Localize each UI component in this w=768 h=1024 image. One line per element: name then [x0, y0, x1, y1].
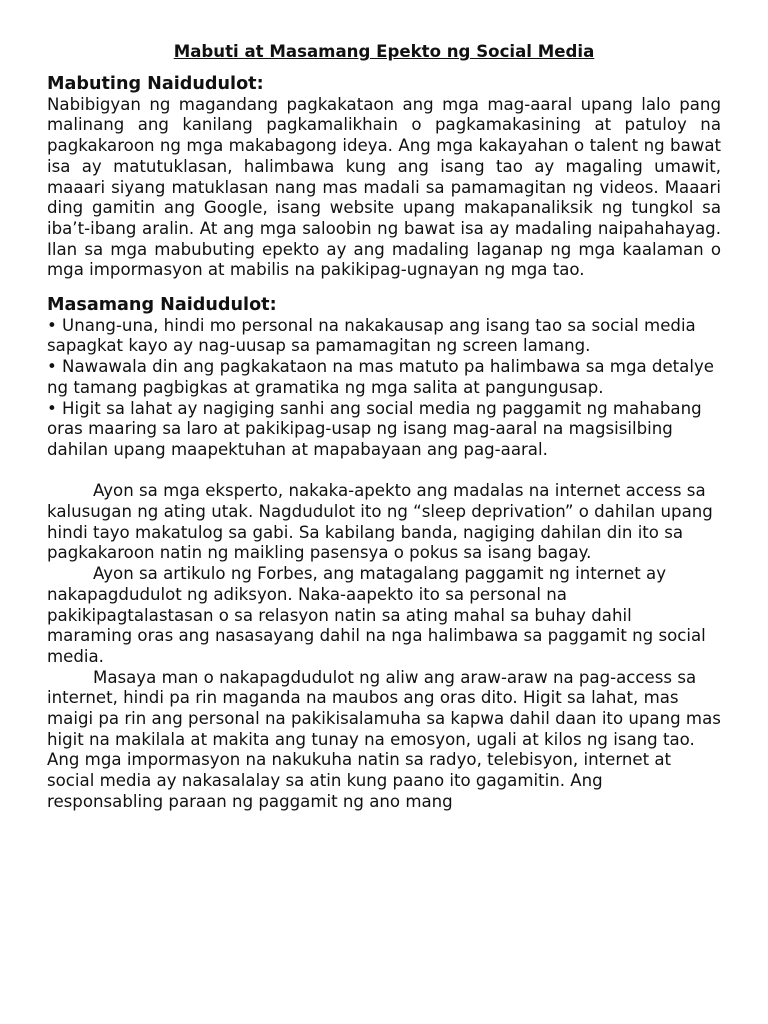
- bad-effects-heading: Masamang Naidudulot:: [47, 295, 277, 316]
- document-page: [47, 42, 721, 813]
- body-paragraph-experts: Ayon sa mga eksperto, nakaka-apekto ang madalas na internet access sa kalusugan ng ating utak. Nagdudulot ito ng “sleep deprivation” o dahilan upang hindi tayo makatulog sa gabi. Sa kabilang banda, nagiging dahilan din ito sa pagkakaroon natin ng maikling pasensya o pokus sa isang bagay.: [47, 481, 713, 563]
- closing-paragraph: Ang mga impormasyon na nakukuha natin sa radyo, telebisyon, internet at social media ay nakasalalay sa atin kung paano ito gagamitin. Ang responsabling paraan ng paggamit ng ano mang: [47, 750, 672, 811]
- document-title: Mabuti at Masamang Epekto ng Social Media: [173, 42, 595, 61]
- blank-line: [47, 461, 721, 482]
- body-paragraph-forbes: Ayon sa artikulo ng Forbes, ang matagalang paggamit ng internet ay nakapagdudulot ng adiksyon. Naka-aapekto ito sa personal na pakikipagtalastasan o sa relasyon natin sa ating mahal sa buhay dahil maraming oras ang nasasayang dahil na nga halimbawa sa paggamit ng social media.: [47, 564, 706, 666]
- good-effects-heading: Mabuting Naidudulot:: [47, 74, 264, 94]
- body-paragraph-enjoyment: Masaya man o nakapagdudulot ng aliw ang araw-araw na pag-access sa internet, hindi pa rin maganda na maubos ang oras dito. Higit sa lahat, mas maigi pa rin ang personal na pakikisalamuha sa kapwa dahil daan ito upang mas higit na makilala at makita ang tunay na emosyon, ugali at kilos ng isang tao.: [47, 667, 721, 749]
- good-effects-paragraph: Nabibigyan ng magandang pagkakataon ang mga mag-aaral upang lalo pang malinang ang kanilang pagkamalikhain o pagkamakasining at patuloy na pagkakaroon ng mga makabagong ideya. Ang mga kakayahan o talent ng bawat isa ay matutuklasan, halimbawa kung ang isang tao ay magaling umawit, maaari siyang matuklasan nang mas madali sa pamamagitan ng videos. Maaari ding gamitin ang Google, isang website upang makapanaliksik ng tungkol sa iba’t-ibang aralin. At ang mga saloobin ng bawat isa ay madaling naipahahayag. Ilan sa mga mabubuting epekto ay ang madaling laganap ng mga kaalaman o mga impormasyon at mabilis na pakikipag-ugnayan ng mga tao.: [47, 94, 721, 280]
- section-spacer: [47, 281, 721, 295]
- bad-effect-bullet-2: • Nawawala din ang pagkakataon na mas matuto pa halimbawa sa mga detalye ng tamang pagbigkas at gramatika ng mga salita at pangungusap.: [47, 357, 714, 397]
- bad-effect-bullet-1: • Unang-una, hindi mo personal na nakakausap ang isang tao sa social media sapagkat kayo ay nag-uusap sa pamamagitan ng screen lamang.: [47, 315, 696, 356]
- bad-effect-bullet-3: • Higit sa lahat ay nagiging sanhi ang social media ng paggamit ng mahabang oras maaring sa laro at pakikipag-usap ng isang mag-aaral na magsisilbing dahilan upang maapektuhan at mapabayaan ang pag-aaral.: [47, 398, 702, 459]
